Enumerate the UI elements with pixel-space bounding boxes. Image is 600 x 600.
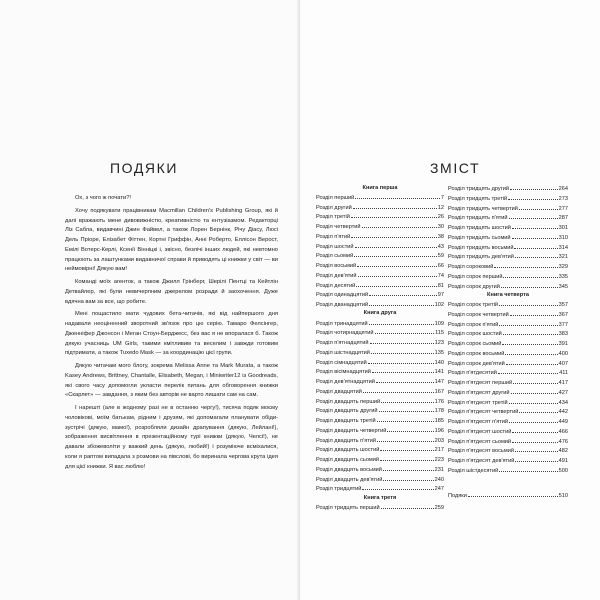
toc-entry[interactable] (316, 261, 444, 271)
toc-entry-label: Розділ дванадцятий (316, 302, 369, 308)
toc-dot-leader (519, 204, 558, 210)
toc-entry[interactable] (448, 349, 568, 359)
toc-dot-leader (501, 282, 558, 288)
toc-entry-label: Розділ дев'ятий (316, 272, 357, 279)
toc-entry[interactable] (448, 300, 568, 310)
toc-dot-leader (381, 503, 434, 509)
toc-entry[interactable] (448, 243, 568, 253)
toc-dot-leader (512, 223, 558, 229)
toc-entry-page: 140 (434, 359, 444, 366)
toc-entry[interactable] (448, 213, 568, 223)
toc-entry-label: Розділ сорок восьмий (448, 350, 505, 357)
toc-entry[interactable] (316, 387, 444, 397)
toc-dot-leader (368, 358, 434, 364)
toc-entry-label: Розділ сьомий (316, 253, 354, 260)
toc-entry[interactable] (448, 233, 568, 243)
toc-entry-label: Розділ двадцять четвертий (316, 427, 387, 434)
toc-entry-page: 377 (558, 321, 568, 328)
toc-entry-page: 109 (434, 320, 444, 327)
toc-dot-leader (510, 184, 558, 190)
ack-paragraph: Дякую читачам мого блогу, зокрема Melissa Anne та Mark Murata, а також Kasey Andrews, Brittney, Chantalle, Elisabeth, Megan, і Miniwriter12 із Goodreads, які свого часу допомогли укласти перелік питань для обговорення книжки «Скарлет» — завдання, з яким без авторів не варто лишати сам на сам. (65, 363, 278, 399)
toc-entry[interactable] (316, 242, 444, 252)
toc-entry[interactable] (316, 377, 444, 387)
toc-entry-page: 59 (437, 253, 444, 260)
toc-entry[interactable] (316, 271, 444, 281)
toc-entry[interactable] (316, 455, 444, 465)
toc-entry[interactable] (316, 416, 444, 426)
toc-entry-label: Розділ п'ятнадцятий (316, 340, 369, 346)
ack-paragraph: Команді моїх агенток, а також Джилл Грінберг, Шерілі Пентці та Кейтлін Детвайлер, які були невичерпним джерелом розради й заохочення. Дуже вдячна вам за все, що робите. (65, 279, 278, 305)
toc-entry[interactable] (316, 406, 444, 416)
ack-paragraph: Хочу подякувати працівникам Macmillan Children's Publishing Group, які й далі вражають мене дивовижністю, креативністю та ентузіазмом. Редакторці Ліз Сабла, видавчині Джин Файвел, а також Лорен Бернінк, Річу Діасу, Люсі Дель Пріоре, Елізабет Фіттен, Кортні Гриффін, Анні Роберто, Еллісон Верост, Емілі Вотерс-Керлі, Ксенії Вінніцкі і, звісно, безлічі інших людей, які невтомно працюють за лаштунками видавничої справи й приводять ці книжки у світ — ви неймовірні! Дякую вам! (65, 207, 278, 273)
toc-entry-label: Розділ десятий (316, 282, 356, 289)
toc-entry-page: 247 (434, 486, 444, 493)
toc-entry[interactable] (316, 290, 444, 300)
toc-entry-page: 417 (558, 380, 568, 386)
toc-entry-label: Розділ сорок третій (448, 302, 499, 308)
toc-dot-leader (362, 484, 433, 490)
ack-paragraph: Ох, з чого ж почати?! (75, 195, 132, 201)
toc-entry-page: 26 (437, 214, 444, 221)
toc-entry[interactable] (448, 262, 568, 272)
toc-dot-leader (498, 368, 558, 374)
toc-entry-label: Розділ сорок сьомий (448, 341, 502, 347)
toc-dot-leader (383, 465, 434, 471)
toc-entry-label: Розділ п'ятдесят п'ятий (448, 419, 509, 425)
toc-entry-page: 287 (558, 215, 568, 222)
toc-entry-page: 217 (434, 447, 444, 454)
toc-entry-page: 329 (558, 264, 568, 270)
toc-entry-page: 500 (558, 467, 568, 474)
toc-entry[interactable] (448, 223, 568, 233)
toc-dot-leader (369, 290, 437, 296)
toc-entry-page: 391 (558, 341, 568, 347)
toc-dot-leader (379, 406, 434, 412)
toc-dot-leader (370, 338, 434, 344)
toc-entry-page: 476 (558, 438, 568, 445)
toc-entry[interactable] (316, 465, 444, 475)
toc-entry-page: 240 (434, 476, 444, 483)
toc-entry-label: Розділ сорок четвертий (448, 311, 509, 318)
toc-entry-label: Розділ другий (316, 204, 352, 211)
toc-dot-leader (380, 445, 433, 451)
toc-entry[interactable] (448, 398, 568, 408)
toc-entry-label: Розділ п'ятдесят перший (448, 380, 513, 386)
toc-entry-page: 223 (434, 457, 444, 463)
toc-dot-leader (508, 194, 558, 200)
toc-dot-leader (371, 348, 434, 354)
toc-dot-leader (509, 213, 558, 219)
toc-entry[interactable] (448, 320, 568, 330)
toc-entry-page: 147 (434, 379, 444, 385)
toc-entry[interactable] (316, 367, 444, 377)
toc-dot-leader (369, 319, 434, 325)
toc-book-heading: Книга друга (363, 310, 397, 317)
toc-entry[interactable] (316, 328, 444, 338)
toc-entry-page: 203 (434, 437, 444, 444)
toc-entry[interactable] (316, 445, 444, 455)
toc-entry-label: Розділ п'ятдесятий (448, 370, 497, 377)
ack-paragraph: І нарешті (але в жодному разі не в останню чергу!), тисяча подяк моєму чоловікові, моїм батькам, рідним і друзям, які допомагали планувати обіди-зустрічі (дякую, мамо!), розробляли дизайн драпування (дякую, Лейлані!), зображення висвітлення в презентаційному турі книжки (дякую, Челсі!), не давали збожеволіти у важкий день (дякую, любий!) і розуміюче всміхалися, коли я раптом випадала з розмови на півслові, бо виринала чергова крута ідея для цієї книжки. Я вас люблю! (65, 405, 278, 470)
toc-entry-label: Подяки (448, 492, 467, 499)
toc-dot-leader (514, 243, 557, 249)
toc-entry-page: 178 (434, 408, 444, 415)
toc-entry-label: Розділ сорок дев'ятий (448, 360, 505, 367)
toc-entry-label: Розділ п'ятдесят шостий (448, 428, 512, 435)
toc-dot-leader (351, 212, 437, 218)
toc-entry[interactable] (448, 378, 568, 388)
toc-dot-leader (356, 281, 436, 287)
toc-entry-page: 482 (558, 448, 568, 455)
toc-entry[interactable] (316, 348, 444, 358)
toc-entry-page: 123 (434, 340, 444, 346)
toc-entry-page: 135 (434, 349, 444, 356)
toc-entry-label: Розділ тридцять дев'ятий (448, 254, 514, 261)
toc-entry-label: Розділ сорок шостий (448, 331, 502, 338)
toc-entry-page: 335 (558, 273, 568, 280)
toc-entry-page: 176 (434, 398, 444, 405)
toc-entry-page: 466 (558, 428, 568, 435)
toc-entry-label: Розділ сімнадцятий (316, 359, 367, 366)
toc-dot-leader (377, 436, 434, 442)
toc-dot-leader (351, 232, 437, 238)
toc-dot-leader (499, 300, 558, 306)
toc-entry-label: Розділ двадцять восьмий (316, 466, 382, 473)
toc-entry[interactable] (448, 184, 568, 194)
toc-dot-leader (512, 427, 557, 433)
toc-entry-label: Розділ п'ятдесят четвертий (448, 409, 519, 416)
toc-dot-leader (372, 367, 434, 373)
toc-column-1 (316, 184, 444, 513)
toc-dot-leader (377, 416, 434, 422)
toc-entry-page: 321 (558, 254, 568, 261)
toc-entry[interactable] (448, 368, 568, 378)
toc-entry-label: Розділ двадцять сьомий (316, 457, 380, 463)
toc-dot-leader (358, 271, 437, 277)
toc-entry-label: Розділ третій (316, 214, 350, 221)
toc-entry-page: 12 (437, 204, 444, 211)
toc-entry[interactable] (448, 329, 568, 339)
toc-entry-page: 510 (558, 492, 568, 499)
toc-dot-leader (355, 242, 437, 248)
toc-entry[interactable] (448, 446, 568, 456)
toc-dot-leader (515, 252, 558, 258)
toc-entry[interactable] (448, 339, 568, 349)
toc-dot-leader (519, 407, 557, 413)
toc-entry-label: Розділ чотирнадцятий (316, 330, 374, 337)
toc-entry-page: 74 (437, 272, 444, 279)
toc-dot-leader (503, 329, 558, 335)
toc-entry-page: 434 (558, 399, 568, 406)
toc-entry-page: 38 (437, 233, 444, 240)
toc-entry-label: Розділ сороковий (448, 264, 494, 270)
toc-entry[interactable] (448, 491, 568, 501)
toc-entry[interactable] (316, 397, 444, 407)
toc-entry-label: Розділ четвертий (316, 224, 361, 230)
toc-column-2 (448, 184, 568, 500)
toc-dot-leader (515, 456, 557, 462)
toc-entry-page: 259 (434, 504, 444, 511)
ack-paragraph: Мені пощастило мати чудових бета-читачів, які від найпершого дня надавали неоціненний зворотний зв'язок про цю серію. Тамаро Фелсінгер, Дженніфер Джонсон і Меган Стоун-Берджесс, без вас я не впоралася б. Також дякую учасниць UM Girls, такими кмітливим та веселим і завжди готовим підтримати, а також Tuxedo Mask — за координацію цієї групи. (65, 311, 278, 357)
toc-dot-leader (509, 398, 558, 404)
toc-entry-label: Розділ тридцять другий (448, 186, 510, 192)
toc-entry-label: Розділ тридцять четвертий (448, 205, 518, 212)
toc-entry-label: Розділ тридцять шостий (448, 225, 511, 231)
toc-entry-label: Розділ дев'ятнадцятий (316, 379, 375, 385)
toc-dot-leader (363, 387, 434, 393)
toc-dot-leader (375, 328, 435, 334)
toc-entry-page: 411 (559, 370, 568, 377)
toc-dot-leader (494, 262, 557, 268)
toc-entry[interactable] (448, 388, 568, 398)
toc-entry-label: Розділ п'ятдесят третій (448, 399, 508, 406)
toc-entry-page: 97 (437, 292, 444, 299)
toc-entry-page: 442 (558, 409, 568, 416)
toc-dot-leader (503, 272, 557, 278)
toc-book-heading: Книга четверта (487, 291, 529, 298)
toc-dot-leader (387, 426, 433, 432)
toc-entry-page: 167 (434, 388, 444, 395)
toc-entry[interactable] (448, 194, 568, 204)
toc-entry-page: 310 (558, 234, 568, 241)
toc-entry-label: Розділ двадцять перший (316, 398, 381, 405)
toc-entry[interactable] (316, 222, 444, 232)
toc-entry-label: Розділ п'ятдесят восьмий (448, 448, 514, 455)
toc-entry-label: Розділ тридцятий (316, 486, 362, 493)
toc-entry-page: 185 (434, 418, 444, 424)
toc-entry-page: 427 (558, 389, 568, 396)
toc-entry-label: Розділ п'ятдесят дев'ятий (448, 458, 515, 464)
toc-entry-page: 407 (558, 360, 568, 367)
toc-entry-label: Розділ шостий (316, 243, 354, 250)
toc-entry-page: 115 (435, 330, 444, 337)
toc-entry-label: Розділ тридцять п'ятий (448, 215, 508, 222)
toc-entry[interactable] (316, 338, 444, 348)
contents-title: ЗМІСТ (430, 160, 481, 176)
toc-entry[interactable] (316, 281, 444, 291)
toc-dot-leader (369, 300, 434, 306)
toc-entry-page: 491 (558, 458, 568, 464)
toc-entry-label: Розділ шістдесятий (448, 467, 499, 474)
toc-entry-page: 102 (434, 302, 444, 308)
toc-dot-leader (512, 233, 558, 239)
toc-dot-leader (499, 466, 557, 472)
toc-entry-label: Розділ п'ятий (316, 233, 351, 240)
toc-dot-leader (355, 193, 440, 199)
toc-dot-leader (513, 378, 558, 384)
toc-entry-label: Розділ тринадцятий (316, 320, 368, 327)
toc-entry-page: 196 (434, 427, 444, 434)
toc-entry[interactable] (316, 212, 444, 222)
toc-dot-leader (383, 475, 433, 481)
toc-dot-leader (511, 388, 558, 394)
toc-entry[interactable] (448, 466, 568, 476)
toc-entry[interactable] (448, 272, 568, 282)
toc-entry-label: Розділ двадцять дев'ятий (316, 476, 383, 483)
toc-book-heading: Книга перша (362, 184, 398, 191)
toc-dot-leader (499, 320, 557, 326)
toc-entry-page: 30 (437, 224, 444, 230)
toc-dot-leader (376, 377, 434, 383)
toc-entry-label: Розділ тридцять третій (448, 195, 508, 202)
toc-entry-label: Розділ п'ятдесят другий (448, 389, 510, 396)
toc-entry-page: 231 (434, 466, 444, 473)
toc-entry-label: Розділ двадцять третій (316, 418, 376, 424)
toc-entry[interactable] (448, 427, 568, 437)
toc-dot-leader (512, 437, 558, 443)
toc-entry[interactable] (316, 436, 444, 446)
toc-entry-label: Розділ сорок п'ятий (448, 321, 499, 328)
toc-dot-leader (505, 349, 557, 355)
toc-entry-label: Розділ двадцять другий (316, 408, 378, 415)
toc-dot-leader (380, 455, 434, 461)
toc-entry-label: Розділ п'ятдесят сьомий (448, 438, 512, 445)
toc-entry-label: Розділ восьмий (316, 263, 357, 269)
toc-entry[interactable] (316, 193, 444, 203)
toc-entry-label: Розділ шістнадцятий (316, 349, 370, 356)
toc-entry-page: 81 (437, 282, 444, 289)
toc-entry-label: Розділ тридцять перший (316, 504, 380, 511)
toc-entry-page: 367 (558, 311, 568, 318)
toc-dot-leader (502, 339, 557, 345)
toc-dot-leader (509, 417, 558, 423)
toc-entry-page: 383 (558, 331, 568, 338)
toc-entry-page: 400 (558, 350, 568, 357)
toc-dot-leader (515, 446, 558, 452)
toc-entry-page: 449 (558, 419, 568, 425)
toc-entry-page: 141 (434, 369, 444, 376)
toc-entry-page: 7 (440, 194, 444, 201)
toc-entry[interactable] (316, 203, 444, 213)
toc-entry[interactable] (316, 475, 444, 485)
toc-entry[interactable] (316, 300, 444, 310)
toc-entry[interactable] (448, 437, 568, 447)
toc-entry[interactable] (448, 204, 568, 214)
toc-entry-label: Розділ сорок другий (448, 283, 500, 290)
toc-dot-leader (506, 359, 558, 365)
toc-entry-label: Розділ вісімнадцятий (316, 369, 371, 376)
toc-entry-page: 277 (558, 205, 568, 212)
toc-entry[interactable] (448, 282, 568, 292)
toc-entry[interactable] (448, 252, 568, 262)
toc-entry[interactable] (316, 319, 444, 329)
acknowledgements-text (65, 194, 278, 472)
toc-entry[interactable] (448, 417, 568, 427)
toc-entry-label: Розділ одинадцятий (316, 292, 369, 299)
toc-entry-page: 273 (558, 195, 568, 202)
toc-entry-label: Розділ сорок перший (448, 273, 503, 280)
toc-dot-leader (357, 261, 437, 267)
toc-entry-label: Розділ тридцять восьмий (448, 244, 514, 251)
toc-entry[interactable] (316, 232, 444, 242)
toc-entry-label: Розділ двадцять шостий (316, 447, 380, 454)
acknowledgements-title: ПОДЯКИ (110, 160, 179, 176)
toc-entry-label: Розділ двадцять п'ятий (316, 437, 377, 444)
toc-entry[interactable] (448, 359, 568, 369)
toc-entry[interactable] (316, 251, 444, 261)
toc-entry-page: 314 (558, 244, 568, 251)
toc-entry[interactable] (448, 456, 568, 466)
toc-dot-leader (362, 222, 437, 228)
toc-entry[interactable] (316, 358, 444, 368)
toc-dot-leader (381, 397, 434, 403)
toc-entry-page: 66 (437, 263, 444, 269)
toc-dot-leader (468, 491, 558, 497)
toc-book-heading: Книга третя (363, 494, 397, 501)
toc-dot-leader (354, 251, 437, 257)
toc-entry-page: 345 (558, 283, 568, 290)
toc-dot-leader (353, 203, 437, 209)
toc-entry-label: Розділ тридцять сьомий (448, 234, 511, 241)
toc-entry[interactable] (448, 310, 568, 320)
toc-dot-leader (510, 310, 558, 316)
toc-entry-page: 43 (437, 243, 444, 250)
toc-entry[interactable] (448, 407, 568, 417)
toc-entry-page: 301 (558, 225, 568, 231)
toc-entry[interactable] (316, 503, 444, 513)
toc-entry-label: Розділ двадцятий (316, 388, 362, 395)
toc-entry[interactable] (316, 426, 444, 436)
toc-entry-page: 264 (558, 186, 568, 192)
toc-entry[interactable] (316, 484, 444, 494)
toc-entry-page: 357 (558, 302, 568, 308)
toc-entry-label: Розділ перший (316, 194, 355, 201)
